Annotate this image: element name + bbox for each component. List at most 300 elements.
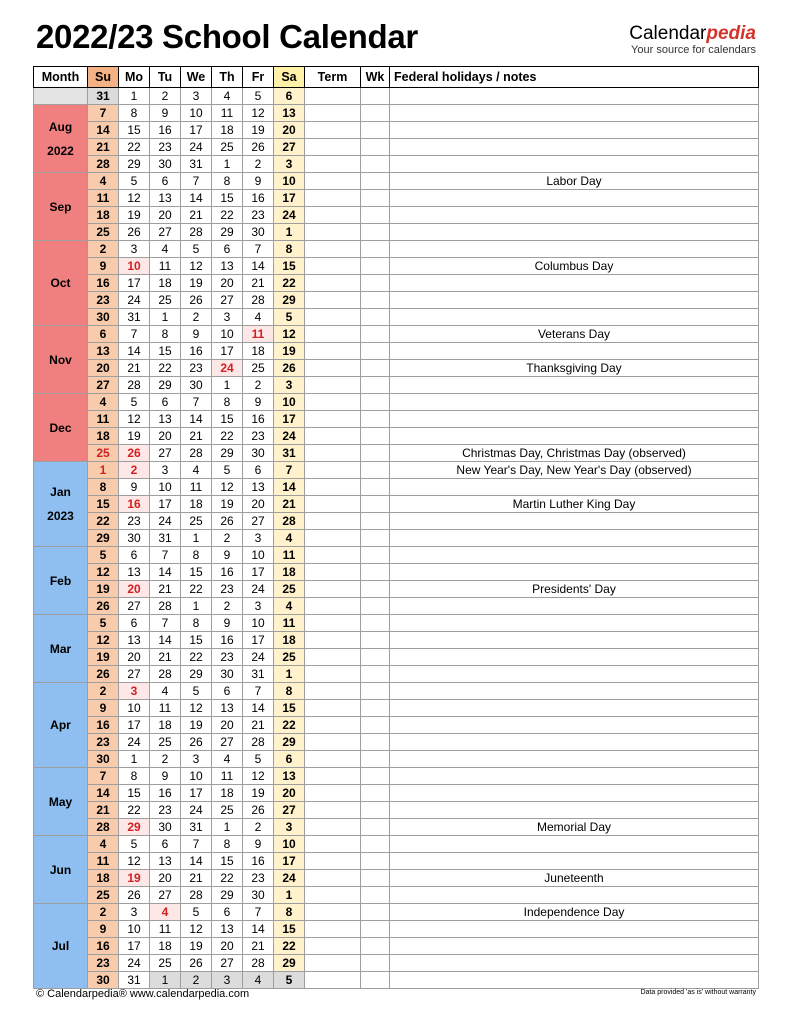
day-cell-saturday: 20 [274, 122, 305, 139]
term-cell[interactable] [305, 156, 361, 173]
day-cell-wednesday: 7 [181, 173, 212, 190]
day-cell-wednesday: 29 [181, 666, 212, 683]
day-cell-tuesday: 3 [150, 462, 181, 479]
week-number-cell[interactable] [361, 479, 390, 496]
day-cell-sunday: 18 [88, 870, 119, 887]
term-cell[interactable] [305, 802, 361, 819]
day-cell-friday: 14 [243, 258, 274, 275]
month-label: Oct [34, 241, 88, 326]
day-cell-sunday: 9 [88, 258, 119, 275]
week-row [34, 819, 759, 836]
term-cell[interactable] [305, 462, 361, 479]
note-cell [390, 88, 759, 105]
term-cell[interactable] [305, 649, 361, 666]
day-cell-friday: 4 [243, 309, 274, 326]
day-cell-wednesday: 9 [181, 326, 212, 343]
day-cell-sunday: 16 [88, 717, 119, 734]
day-cell-thursday: 9 [212, 615, 243, 632]
term-cell[interactable] [305, 564, 361, 581]
day-cell-friday: 21 [243, 275, 274, 292]
day-cell-saturday: 19 [274, 343, 305, 360]
term-cell[interactable] [305, 734, 361, 751]
week-row [34, 479, 759, 496]
term-cell[interactable] [305, 683, 361, 700]
day-cell-sunday: 11 [88, 190, 119, 207]
week-number-cell[interactable] [361, 547, 390, 564]
day-cell-monday: 17 [119, 938, 150, 955]
day-cell-sunday: 2 [88, 683, 119, 700]
note-cell [390, 207, 759, 224]
week-number-cell[interactable] [361, 683, 390, 700]
week-number-cell[interactable] [361, 768, 390, 785]
day-cell-wednesday: 17 [181, 122, 212, 139]
week-number-cell[interactable] [361, 751, 390, 768]
week-number-cell[interactable] [361, 105, 390, 122]
day-cell-saturday: 5 [274, 972, 305, 989]
day-cell-friday: 19 [243, 122, 274, 139]
note-cell [390, 292, 759, 309]
day-cell-wednesday: 14 [181, 411, 212, 428]
day-cell-saturday: 24 [274, 428, 305, 445]
day-cell-monday: 28 [119, 377, 150, 394]
day-cell-sunday: 5 [88, 547, 119, 564]
day-cell-sunday: 4 [88, 173, 119, 190]
week-number-cell[interactable] [361, 190, 390, 207]
term-cell[interactable] [305, 122, 361, 139]
day-cell-sunday: 16 [88, 275, 119, 292]
note-cell [390, 275, 759, 292]
term-cell[interactable] [305, 921, 361, 938]
week-number-cell[interactable] [361, 972, 390, 989]
day-cell-saturday: 29 [274, 955, 305, 972]
term-cell[interactable] [305, 139, 361, 156]
day-cell-monday: 30 [119, 530, 150, 547]
day-cell-friday: 16 [243, 853, 274, 870]
day-cell-sunday: 23 [88, 734, 119, 751]
week-row [34, 700, 759, 717]
month-label: Aug 2022 [34, 105, 88, 173]
header-term: Term [305, 67, 361, 88]
week-number-cell[interactable] [361, 496, 390, 513]
day-cell-thursday: 5 [212, 462, 243, 479]
day-cell-tuesday: 29 [150, 377, 181, 394]
day-cell-tuesday: 22 [150, 360, 181, 377]
term-cell[interactable] [305, 853, 361, 870]
day-cell-tuesday: 20 [150, 428, 181, 445]
week-row [34, 207, 759, 224]
note-cell: Labor Day [390, 173, 759, 190]
week-number-cell[interactable] [361, 139, 390, 156]
term-cell[interactable] [305, 530, 361, 547]
week-number-cell[interactable] [361, 173, 390, 190]
term-cell[interactable] [305, 258, 361, 275]
term-cell[interactable] [305, 938, 361, 955]
day-cell-friday: 23 [243, 870, 274, 887]
day-cell-monday: 24 [119, 734, 150, 751]
day-cell-thursday: 23 [212, 581, 243, 598]
day-cell-monday: 20 [119, 581, 150, 598]
day-cell-wednesday: 3 [181, 88, 212, 105]
day-cell-saturday: 15 [274, 258, 305, 275]
week-row [34, 972, 759, 989]
day-cell-friday: 12 [243, 768, 274, 785]
day-cell-saturday: 5 [274, 309, 305, 326]
day-cell-sunday: 21 [88, 802, 119, 819]
term-cell[interactable] [305, 326, 361, 343]
header-row [34, 67, 759, 88]
day-cell-thursday: 27 [212, 955, 243, 972]
week-number-cell[interactable] [361, 224, 390, 241]
day-cell-tuesday: 13 [150, 411, 181, 428]
week-number-cell[interactable] [361, 326, 390, 343]
week-row [34, 632, 759, 649]
day-cell-saturday: 15 [274, 700, 305, 717]
note-cell [390, 632, 759, 649]
week-number-cell[interactable] [361, 887, 390, 904]
week-number-cell[interactable] [361, 530, 390, 547]
day-cell-saturday: 21 [274, 496, 305, 513]
day-cell-tuesday: 20 [150, 870, 181, 887]
day-cell-sunday: 6 [88, 326, 119, 343]
note-cell: New Year's Day, New Year's Day (observed) [390, 462, 759, 479]
day-cell-monday: 5 [119, 173, 150, 190]
term-cell[interactable] [305, 887, 361, 904]
day-cell-friday: 27 [243, 513, 274, 530]
day-cell-thursday: 9 [212, 547, 243, 564]
day-cell-tuesday: 13 [150, 190, 181, 207]
term-cell[interactable] [305, 904, 361, 921]
week-row [34, 955, 759, 972]
week-row [34, 615, 759, 632]
day-cell-saturday: 6 [274, 751, 305, 768]
week-number-cell[interactable] [361, 615, 390, 632]
day-cell-thursday: 20 [212, 717, 243, 734]
day-cell-friday: 26 [243, 802, 274, 819]
note-cell [390, 717, 759, 734]
day-cell-thursday: 18 [212, 122, 243, 139]
day-cell-wednesday: 12 [181, 921, 212, 938]
week-number-cell[interactable] [361, 564, 390, 581]
day-cell-sunday: 22 [88, 513, 119, 530]
note-cell [390, 700, 759, 717]
header-tuesday: Tu [150, 67, 181, 88]
week-number-cell[interactable] [361, 122, 390, 139]
week-number-cell[interactable] [361, 734, 390, 751]
note-cell: Veterans Day [390, 326, 759, 343]
week-number-cell[interactable] [361, 513, 390, 530]
day-cell-monday: 6 [119, 615, 150, 632]
term-cell[interactable] [305, 496, 361, 513]
term-cell[interactable] [305, 377, 361, 394]
day-cell-tuesday: 24 [150, 513, 181, 530]
term-cell[interactable] [305, 666, 361, 683]
day-cell-wednesday: 10 [181, 105, 212, 122]
week-number-cell[interactable] [361, 938, 390, 955]
footer-disclaimer: Data provided 'as is' without warranty [640, 989, 756, 996]
week-row [34, 734, 759, 751]
day-cell-tuesday: 18 [150, 938, 181, 955]
note-cell [390, 530, 759, 547]
brand-logo[interactable] [629, 24, 756, 56]
week-row [34, 156, 759, 173]
week-row [34, 360, 759, 377]
day-cell-thursday: 3 [212, 309, 243, 326]
day-cell-sunday: 2 [88, 241, 119, 258]
day-cell-tuesday: 18 [150, 275, 181, 292]
week-row [34, 139, 759, 156]
week-row [34, 411, 759, 428]
week-number-cell[interactable] [361, 207, 390, 224]
day-cell-tuesday: 1 [150, 972, 181, 989]
day-cell-monday: 10 [119, 258, 150, 275]
term-cell[interactable] [305, 632, 361, 649]
day-cell-saturday: 10 [274, 394, 305, 411]
term-cell[interactable] [305, 173, 361, 190]
day-cell-tuesday: 25 [150, 734, 181, 751]
week-row [34, 547, 759, 564]
note-cell [390, 802, 759, 819]
term-cell[interactable] [305, 309, 361, 326]
day-cell-thursday: 13 [212, 921, 243, 938]
term-cell[interactable] [305, 700, 361, 717]
day-cell-saturday: 13 [274, 768, 305, 785]
day-cell-friday: 23 [243, 428, 274, 445]
day-cell-friday: 19 [243, 785, 274, 802]
term-cell[interactable] [305, 717, 361, 734]
term-cell[interactable] [305, 819, 361, 836]
week-number-cell[interactable] [361, 581, 390, 598]
day-cell-tuesday: 2 [150, 751, 181, 768]
term-cell[interactable] [305, 411, 361, 428]
day-cell-wednesday: 5 [181, 904, 212, 921]
day-cell-tuesday: 9 [150, 105, 181, 122]
note-cell [390, 615, 759, 632]
day-cell-wednesday: 19 [181, 717, 212, 734]
day-cell-monday: 10 [119, 700, 150, 717]
week-number-cell[interactable] [361, 411, 390, 428]
month-label: Sep [34, 173, 88, 241]
week-number-cell[interactable] [361, 785, 390, 802]
week-number-cell[interactable] [361, 88, 390, 105]
week-number-cell[interactable] [361, 904, 390, 921]
day-cell-thursday: 4 [212, 751, 243, 768]
term-cell[interactable] [305, 445, 361, 462]
week-number-cell[interactable] [361, 598, 390, 615]
day-cell-monday: 19 [119, 207, 150, 224]
week-number-cell[interactable] [361, 377, 390, 394]
term-cell[interactable] [305, 224, 361, 241]
term-cell[interactable] [305, 241, 361, 258]
day-cell-monday: 2 [119, 462, 150, 479]
week-number-cell[interactable] [361, 649, 390, 666]
day-cell-thursday: 16 [212, 564, 243, 581]
day-cell-thursday: 25 [212, 802, 243, 819]
term-cell[interactable] [305, 972, 361, 989]
week-number-cell[interactable] [361, 836, 390, 853]
term-cell[interactable] [305, 598, 361, 615]
day-cell-tuesday: 1 [150, 309, 181, 326]
day-cell-thursday: 25 [212, 139, 243, 156]
term-cell[interactable] [305, 615, 361, 632]
day-cell-friday: 12 [243, 105, 274, 122]
week-number-cell[interactable] [361, 343, 390, 360]
day-cell-wednesday: 28 [181, 887, 212, 904]
week-number-cell[interactable] [361, 292, 390, 309]
day-cell-wednesday: 22 [181, 581, 212, 598]
day-cell-tuesday: 11 [150, 700, 181, 717]
day-cell-saturday: 1 [274, 224, 305, 241]
term-cell[interactable] [305, 428, 361, 445]
day-cell-tuesday: 7 [150, 547, 181, 564]
day-cell-thursday: 6 [212, 683, 243, 700]
day-cell-thursday: 18 [212, 785, 243, 802]
term-cell[interactable] [305, 768, 361, 785]
week-number-cell[interactable] [361, 802, 390, 819]
note-cell [390, 683, 759, 700]
term-cell[interactable] [305, 275, 361, 292]
week-number-cell[interactable] [361, 309, 390, 326]
week-number-cell[interactable] [361, 870, 390, 887]
note-cell [390, 513, 759, 530]
day-cell-thursday: 27 [212, 292, 243, 309]
day-cell-friday: 24 [243, 581, 274, 598]
day-cell-friday: 10 [243, 615, 274, 632]
term-cell[interactable] [305, 360, 361, 377]
day-cell-monday: 5 [119, 394, 150, 411]
term-cell[interactable] [305, 88, 361, 105]
term-cell[interactable] [305, 785, 361, 802]
term-cell[interactable] [305, 207, 361, 224]
day-cell-monday: 29 [119, 156, 150, 173]
week-number-cell[interactable] [361, 428, 390, 445]
week-number-cell[interactable] [361, 921, 390, 938]
week-number-cell[interactable] [361, 819, 390, 836]
day-cell-friday: 4 [243, 972, 274, 989]
day-cell-wednesday: 21 [181, 870, 212, 887]
note-cell [390, 836, 759, 853]
day-cell-sunday: 12 [88, 632, 119, 649]
header-month: Month [34, 67, 88, 88]
day-cell-sunday: 11 [88, 411, 119, 428]
day-cell-saturday: 29 [274, 734, 305, 751]
header-friday: Fr [243, 67, 274, 88]
week-number-cell[interactable] [361, 445, 390, 462]
day-cell-saturday: 22 [274, 938, 305, 955]
day-cell-saturday: 11 [274, 547, 305, 564]
day-cell-monday: 19 [119, 428, 150, 445]
day-cell-thursday: 8 [212, 173, 243, 190]
note-cell: Christmas Day, Christmas Day (observed) [390, 445, 759, 462]
day-cell-thursday: 23 [212, 649, 243, 666]
note-cell [390, 564, 759, 581]
day-cell-wednesday: 30 [181, 377, 212, 394]
day-cell-saturday: 1 [274, 666, 305, 683]
day-cell-tuesday: 6 [150, 394, 181, 411]
day-cell-tuesday: 7 [150, 615, 181, 632]
term-cell[interactable] [305, 394, 361, 411]
week-number-cell[interactable] [361, 156, 390, 173]
day-cell-thursday: 29 [212, 445, 243, 462]
day-cell-tuesday: 16 [150, 122, 181, 139]
day-cell-sunday: 30 [88, 751, 119, 768]
term-cell[interactable] [305, 343, 361, 360]
day-cell-tuesday: 27 [150, 887, 181, 904]
day-cell-thursday: 29 [212, 887, 243, 904]
week-row [34, 768, 759, 785]
day-cell-thursday: 8 [212, 836, 243, 853]
week-number-cell[interactable] [361, 632, 390, 649]
day-cell-tuesday: 27 [150, 224, 181, 241]
day-cell-friday: 28 [243, 292, 274, 309]
week-number-cell[interactable] [361, 666, 390, 683]
day-cell-friday: 2 [243, 819, 274, 836]
day-cell-saturday: 10 [274, 173, 305, 190]
week-number-cell[interactable] [361, 717, 390, 734]
note-cell [390, 105, 759, 122]
header-wednesday: We [181, 67, 212, 88]
note-cell [390, 241, 759, 258]
week-number-cell[interactable] [361, 853, 390, 870]
day-cell-saturday: 7 [274, 462, 305, 479]
term-cell[interactable] [305, 479, 361, 496]
week-number-cell[interactable] [361, 394, 390, 411]
term-cell[interactable] [305, 513, 361, 530]
day-cell-thursday: 8 [212, 394, 243, 411]
day-cell-monday: 17 [119, 717, 150, 734]
month-label: Jun [34, 836, 88, 904]
day-cell-saturday: 22 [274, 717, 305, 734]
week-number-cell[interactable] [361, 955, 390, 972]
day-cell-saturday: 8 [274, 904, 305, 921]
week-row [34, 428, 759, 445]
day-cell-tuesday: 23 [150, 139, 181, 156]
week-row [34, 292, 759, 309]
term-cell[interactable] [305, 190, 361, 207]
week-number-cell[interactable] [361, 275, 390, 292]
day-cell-sunday: 9 [88, 921, 119, 938]
week-number-cell[interactable] [361, 360, 390, 377]
day-cell-saturday: 13 [274, 105, 305, 122]
day-cell-monday: 15 [119, 785, 150, 802]
term-cell[interactable] [305, 751, 361, 768]
day-cell-wednesday: 26 [181, 292, 212, 309]
week-number-cell[interactable] [361, 258, 390, 275]
week-number-cell[interactable] [361, 462, 390, 479]
day-cell-monday: 7 [119, 326, 150, 343]
month-label: Apr [34, 683, 88, 768]
day-cell-wednesday: 19 [181, 938, 212, 955]
term-cell[interactable] [305, 105, 361, 122]
day-cell-friday: 30 [243, 887, 274, 904]
term-cell[interactable] [305, 292, 361, 309]
day-cell-tuesday: 20 [150, 207, 181, 224]
term-cell[interactable] [305, 836, 361, 853]
day-cell-wednesday: 1 [181, 530, 212, 547]
week-number-cell[interactable] [361, 700, 390, 717]
day-cell-saturday: 15 [274, 921, 305, 938]
day-cell-monday: 21 [119, 360, 150, 377]
term-cell[interactable] [305, 870, 361, 887]
day-cell-friday: 13 [243, 479, 274, 496]
day-cell-saturday: 17 [274, 853, 305, 870]
day-cell-sunday: 1 [88, 462, 119, 479]
week-number-cell[interactable] [361, 241, 390, 258]
term-cell[interactable] [305, 955, 361, 972]
term-cell[interactable] [305, 547, 361, 564]
term-cell[interactable] [305, 581, 361, 598]
day-cell-monday: 26 [119, 224, 150, 241]
note-cell: Juneteenth [390, 870, 759, 887]
